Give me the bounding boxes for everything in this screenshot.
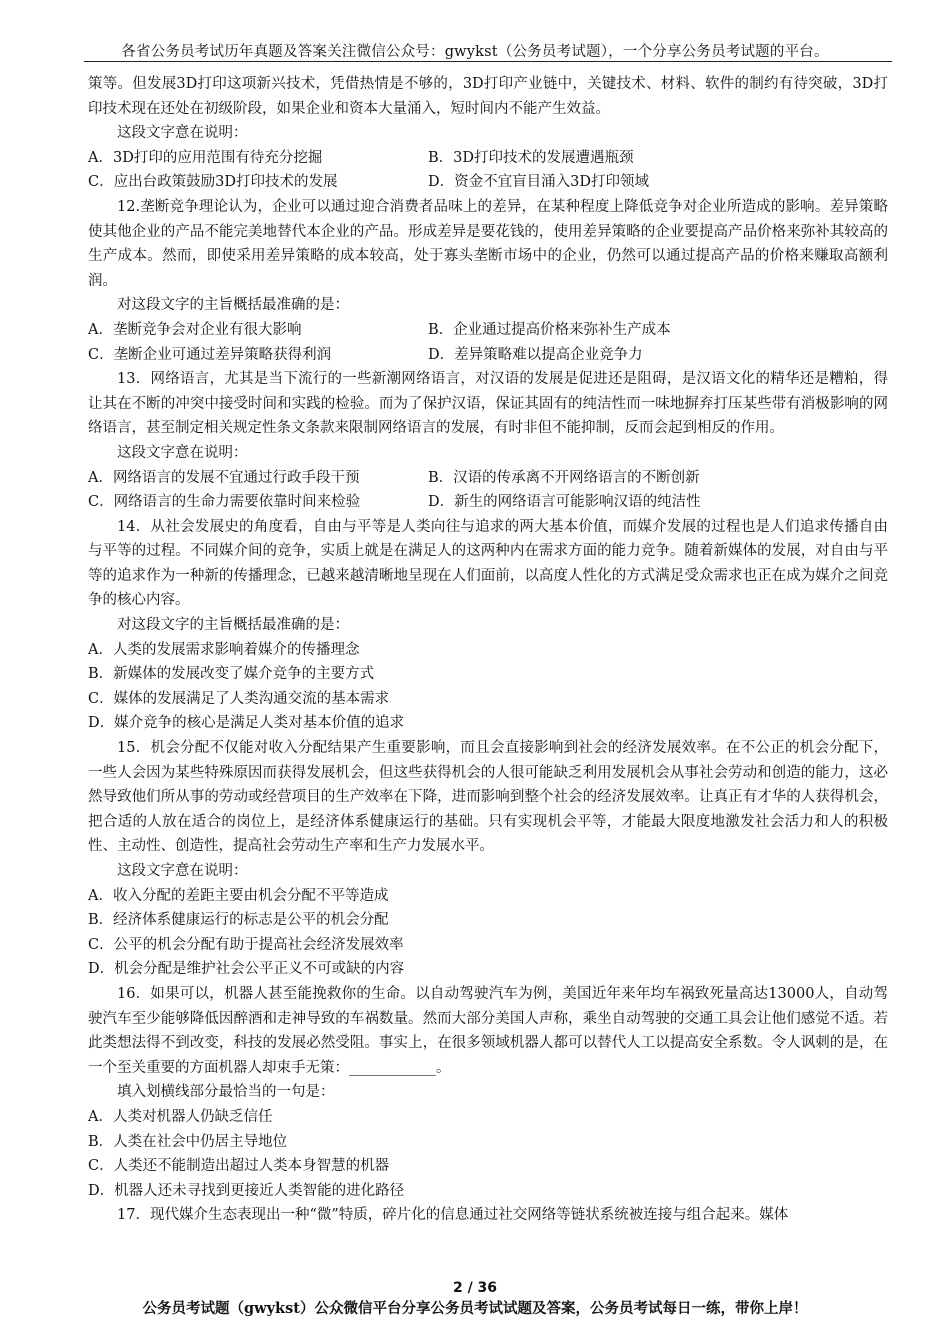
q12-option-c: C．垄断企业可通过差异策略获得利润	[88, 346, 332, 363]
q14-passage: 14．从社会发展史的角度看，自由与平等是人类向往与追求的两大基本价值，而媒介发展的过程也是人们追求传播自由与平等的过程。不同媒介间的竞争，实质上就是在满足人的这两种内在需求方面的能力竞争。随着新媒体的发展，对自由与平等的追求作为一种新的传播理念，已越来越清晰地呈现在人们面前，以高度人性化的方式满足受众需求也正在成为媒介之间竞争的核心内容。	[88, 518, 888, 609]
q12-option-b: B．企业通过提高价格来弥补生产成本	[428, 321, 671, 338]
q15-option-c: C．公平的机会分配有助于提高社会经济发展效率	[88, 936, 404, 953]
q11-option-d: D．资金不宜盲目涌入3D打印领域	[428, 174, 649, 191]
q13-option-b: B．汉语的传承离不开网络语言的不断创新	[428, 469, 700, 486]
q12-options-row2	[88, 343, 888, 368]
q13-option-c: C．网络语言的生命力需要依靠时间来检验	[88, 494, 361, 511]
q16-option-a: A．人类对机器人仍缺乏信任	[88, 1108, 273, 1125]
q15-option-a: A．收入分配的差距主要由机会分配不平等造成	[88, 887, 389, 904]
q11-passage: 策等。但发展3D打印这项新兴技术，凭借热情是不够的，3D打印产业链中，关键技术、材料、软件的制约有待突破，3D打印技术现在还处在初级阶段，如果企业和资本大量涌入，短时间内不能产生效益。	[88, 76, 888, 117]
q15-option-d: D．机会分配是维护社会公平正义不可或缺的内容	[88, 961, 405, 978]
q15-prompt: 这段文字意在说明：	[117, 863, 248, 879]
q14-prompt: 对这段文字的主旨概括最准确的是：	[117, 617, 349, 634]
q15-option-b: B．经济体系健康运行的标志是公平的机会分配	[88, 912, 389, 929]
page-number: 2 / 36	[452, 1280, 498, 1296]
q13-option-d: D．新生的网络语言可能影响汉语的纯洁性	[428, 494, 701, 511]
q14-option-b: B．新媒体的发展改变了媒介竞争的主要方式	[88, 666, 375, 683]
q13-prompt: 这段文字意在说明：	[117, 444, 248, 461]
q13-options-row1	[88, 466, 888, 491]
page-footer: 公务员考试题（gwykst）公众微信平台分享公务员考试试题及答案，公务员考试每日一练，带你上岸！	[142, 1300, 808, 1317]
q11-option-b: B．3D打印技术的发展遭遇瓶颈	[428, 149, 634, 166]
q13-option-a: A．网络语言的发展不宜通过行政手段干预	[88, 469, 360, 486]
q12-passage: 12.垄断竞争理论认为，企业可以通过迎合消费者品味上的差异，在某种程度上降低竞争对企业所造成的影响。差异策略使其他企业的产品不能完美地替代本企业的产品。形成差异是要花钱的，使用差异策略的企业要提高产品价格来弥补其较高的生产成本。然而，即使采用差异策略的成本较高，处于寡头垄断市场中的企业，仍然可以通过提高产品的价格来赚取高额利润。	[88, 198, 888, 289]
q13-passage: 13．网络语言，尤其是当下流行的一些新潮网络语言，对汉语的发展是促进还是阻碍，是汉语文化的精华还是糟粕，得让其在不断的冲突中接受时间和实践的检验。而为了保护汉语，保证其固有的纯洁性而一味地摒弃打压某些带有消极影响的网络语言，甚至制定相关规定性条文条款来限制网络语言的发展，有时非但不能抑制，反而会起到相反的作用。	[88, 371, 888, 437]
q14-option-a: A．人类的发展需求影响着媒介的传播理念	[88, 641, 360, 658]
q11-options-row1	[88, 146, 888, 171]
q11-prompt: 这段文字意在说明：	[117, 125, 248, 142]
document-body	[88, 72, 888, 1228]
q11-options-row2	[88, 170, 888, 195]
header-divider	[84, 61, 892, 62]
q12-option-a: A．垄断竞争会对企业有很大影响	[88, 321, 302, 338]
q16-option-b: B．人类在社会中仍居主导地位	[88, 1133, 288, 1150]
q11-option-a: A．3D打印的应用范围有待充分挖掘	[88, 149, 323, 166]
q12-options-row1	[88, 318, 888, 343]
q16-option-d: D．机器人还未寻找到更接近人类智能的进化路径	[88, 1182, 405, 1199]
q11-option-c: C．应出台政策鼓励3D打印技术的发展	[88, 174, 338, 191]
q16-passage: 16．如果可以，机器人甚至能挽救你的生命。以自动驾驶汽车为例，美国近年来年均车祸致死量高达13000人，自动驾驶汽车至少能够降低因醉酒和走神导致的车祸数量。然而大部分美国人声称，乘坐自动驾驶的交通工具会让他们感觉不适。若此类想法得不到改变，科技的发展必然受阻。事实上，在很多领域机器人都可以替代人工以提高安全系数。令人讽刺的是，在一个至关重要的方面机器人却束手无策：____________。	[88, 985, 888, 1076]
q16-option-c: C．人类还不能制造出超过人类本身智慧的机器	[88, 1158, 390, 1175]
q12-option-d: D．差异策略难以提高企业竞争力	[428, 346, 643, 363]
q17-passage: 17．现代媒介生态表现出一种“微”特质，碎片化的信息通过社交网络等链状系统被连接与组合起来。媒体	[117, 1207, 789, 1224]
page-header: 各省公务员考试历年真题及答案关注微信公众号：gwykst（公务员考试题），一个分享公务员考试题的平台。	[121, 44, 829, 60]
q16-prompt: 填入划横线部分最恰当的一句是：	[117, 1084, 335, 1101]
q14-option-c: C．媒体的发展满足了人类沟通交流的基本需求	[88, 690, 390, 707]
q14-option-d: D．媒介竞争的核心是满足人类对基本价值的追求	[88, 715, 405, 732]
q15-passage: 15．机会分配不仅能对收入分配结果产生重要影响，而且会直接影响到社会的经济发展效率。在不公正的机会分配下，一些人会因为某些特殊原因而获得发展机会，但这些获得机会的人很可能缺乏利用发展机会从事社会劳动和创造的能力，这必然导致他们所从事的劳动或经营项目的生产效率在下降，进而影响到整个社会的经济发展效率。让真正有才华的人获得机会，把合适的人放在适合的岗位上，是经济体系健康运行的基础。只有实现机会平等，才能最大限度地激发社会活力和人的积极性、主动性、创造性，提高社会劳动生产率和生产力发展水平。	[88, 740, 888, 855]
q12-prompt: 对这段文字的主旨概括最准确的是：	[117, 297, 349, 314]
q13-options-row2	[88, 490, 888, 515]
